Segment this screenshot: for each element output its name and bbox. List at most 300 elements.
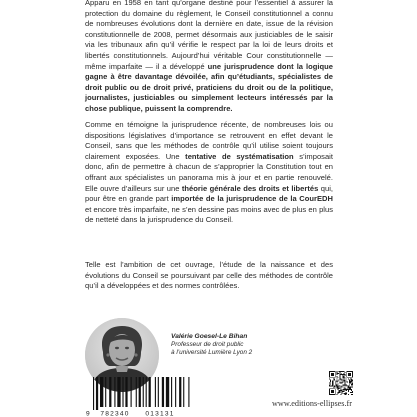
- qr-module: [330, 371, 331, 372]
- qr-module: [348, 377, 349, 378]
- qr-module: [346, 393, 347, 394]
- qr-module: [342, 380, 343, 381]
- qr-module: [335, 375, 336, 376]
- qr-module: [339, 390, 340, 391]
- qr-module: [352, 380, 353, 381]
- qr-module: [340, 392, 341, 393]
- qr-module: [329, 372, 330, 373]
- author-role: [171, 341, 252, 358]
- qr-module: [351, 371, 352, 372]
- qr-module: [338, 377, 339, 378]
- qr-module: [349, 384, 350, 385]
- qr-module: [334, 379, 335, 380]
- qr-module: [330, 383, 331, 384]
- qr-module: [334, 380, 335, 381]
- paragraph-2-bold-3: importée de la jurisprudence de la CourEDH: [171, 194, 333, 204]
- qr-module: [332, 385, 333, 386]
- qr-module: [336, 381, 337, 382]
- qr-module: [329, 390, 330, 391]
- qr-module: [342, 389, 343, 390]
- qr-module: [345, 389, 346, 390]
- qr-module: [333, 375, 334, 376]
- qr-module: [352, 381, 353, 382]
- barcode-bar: [131, 377, 132, 407]
- qr-module: [346, 373, 347, 374]
- qr-module: [341, 371, 342, 372]
- qr-module: [341, 391, 342, 392]
- qr-module: [346, 389, 347, 390]
- qr-module: [334, 394, 335, 395]
- qr-module: [341, 380, 342, 381]
- qr-module: [332, 388, 333, 389]
- barcode-bars: [93, 377, 191, 410]
- qr-module: [332, 383, 333, 384]
- barcode-bar: [188, 377, 189, 407]
- qr-module: [335, 394, 336, 395]
- qr-module: [349, 382, 350, 383]
- qr-module: [346, 377, 347, 378]
- publisher-website: www.editions-ellipses.fr: [272, 399, 352, 408]
- qr-module: [335, 392, 336, 393]
- qr-module: [333, 394, 334, 395]
- qr-module: [333, 392, 334, 393]
- qr-module: [340, 374, 341, 375]
- qr-module: [342, 375, 343, 376]
- qr-module: [341, 393, 342, 394]
- qr-module: [330, 377, 331, 378]
- paragraph-2-bold-2: théorie générale des droits et libertés: [181, 183, 319, 193]
- barcode-bar: [158, 377, 159, 407]
- qr-module: [329, 388, 330, 389]
- qr-module: [341, 392, 342, 393]
- qr-module: [345, 392, 346, 393]
- qr-module: [329, 394, 330, 395]
- qr-module: [351, 377, 352, 378]
- qr-module: [346, 384, 347, 385]
- qr-module: [335, 388, 336, 389]
- qr-module: [343, 373, 344, 374]
- qr-module: [342, 384, 343, 385]
- qr-module: [344, 384, 345, 385]
- qr-module: [337, 386, 338, 387]
- qr-module: [337, 382, 338, 383]
- qr-module: [343, 377, 344, 378]
- qr-module: [352, 384, 353, 385]
- qr-module: [338, 392, 339, 393]
- qr-module: [341, 383, 342, 384]
- qr-module: [338, 381, 339, 382]
- qr-module: [337, 374, 338, 375]
- qr-module: [332, 377, 333, 378]
- qr-module: [348, 394, 349, 395]
- qr-module: [333, 388, 334, 389]
- qr-module: [348, 389, 349, 390]
- qr-module: [337, 387, 338, 388]
- qr-module: [349, 371, 350, 372]
- qr-module: [339, 380, 340, 381]
- qr-module: [349, 389, 350, 390]
- qr-module: [352, 377, 353, 378]
- qr-module: [342, 371, 343, 372]
- qr-module: [351, 392, 352, 393]
- qr-module: [347, 382, 348, 383]
- qr-module: [346, 390, 347, 391]
- barcode-bar: [96, 377, 98, 410]
- qr-module: [335, 386, 336, 387]
- qr-module: [351, 381, 352, 382]
- qr-module: [335, 372, 336, 373]
- description-paragraph-3: [85, 260, 333, 292]
- qr-module: [332, 371, 333, 372]
- qr-module: [341, 385, 342, 386]
- qr-module: [340, 391, 341, 392]
- qr-module: [334, 386, 335, 387]
- barcode-bar: [166, 377, 169, 407]
- qr-module: [352, 373, 353, 374]
- qr-module: [338, 385, 339, 386]
- qr-module: [332, 391, 333, 392]
- qr-module: [331, 392, 332, 393]
- qr-module: [337, 379, 338, 380]
- qr-module: [345, 388, 346, 389]
- qr-module: [329, 375, 330, 376]
- barcode-bar: [114, 377, 115, 407]
- qr-module: [339, 373, 340, 374]
- qr-module: [333, 374, 334, 375]
- qr-module: [334, 388, 335, 389]
- qr-module: [329, 389, 330, 390]
- qr-module: [346, 371, 347, 372]
- qr-module: [339, 391, 340, 392]
- barcode-bar: [139, 377, 141, 407]
- barcode-bar: [162, 377, 164, 407]
- qr-module: [338, 386, 339, 387]
- barcode-bar: [93, 377, 94, 410]
- qr-module: [346, 374, 347, 375]
- qr-module: [330, 388, 331, 389]
- qr-module: [333, 379, 334, 380]
- qr-module: [333, 383, 334, 384]
- qr-module: [340, 376, 341, 377]
- paragraph-3-text: Telle est l’ambition de cet ouvrage, l’étude de la naissance et des évolutions du Conseil se poursuivant par celle des méthodes de contrôle qu’il a développées et des normes contrôlées.: [85, 260, 333, 291]
- qr-module: [346, 376, 347, 377]
- qr-module: [344, 383, 345, 384]
- qr-module: [345, 394, 346, 395]
- qr-module: [342, 382, 343, 383]
- qr-module: [332, 375, 333, 376]
- qr-module: [352, 386, 353, 387]
- qr-module: [329, 376, 330, 377]
- qr-module: [346, 382, 347, 383]
- qr-module: [342, 377, 343, 378]
- barcode-bar: [125, 377, 127, 407]
- barcode-bar: [155, 377, 156, 407]
- qr-module: [332, 374, 333, 375]
- qr-module: [341, 389, 342, 390]
- qr-module: [331, 394, 332, 395]
- qr-module: [352, 374, 353, 375]
- qr-module: [331, 375, 332, 376]
- qr-module: [335, 374, 336, 375]
- paragraph-2-text-3: qui, pour être en grande part: [85, 183, 334, 204]
- qr-module: [344, 383, 345, 384]
- barcode-bar: [143, 377, 144, 407]
- qr-module: [337, 381, 338, 382]
- qr-module: [350, 392, 351, 393]
- qr-module: [331, 377, 332, 378]
- qr-module: [349, 381, 350, 382]
- qr-module: [335, 377, 336, 378]
- qr-module: [348, 385, 349, 386]
- qr-module: [335, 389, 336, 390]
- qr-module: [352, 375, 353, 376]
- qr-module: [342, 378, 343, 379]
- qr-module: [330, 382, 331, 383]
- barcode-bar: [105, 377, 106, 407]
- qr-module: [352, 371, 353, 372]
- qr-module: [351, 386, 352, 387]
- qr-module: [343, 381, 344, 382]
- qr-module: [331, 374, 332, 375]
- qr-module: [340, 385, 341, 386]
- qr-module: [344, 380, 345, 381]
- barcode-digits-right: 013131: [145, 410, 175, 417]
- qr-module: [348, 379, 349, 380]
- qr-module: [329, 385, 330, 386]
- qr-module: [349, 388, 350, 389]
- qr-module: [341, 371, 342, 372]
- qr-module: [341, 373, 342, 374]
- qr-module: [336, 384, 337, 385]
- qr-module: [331, 390, 332, 391]
- qr-module: [332, 382, 333, 383]
- qr-module: [343, 378, 344, 379]
- qr-module: [343, 380, 344, 381]
- qr-module: [350, 389, 351, 390]
- qr-module: [330, 385, 331, 386]
- qr-module: [350, 377, 351, 378]
- qr-module: [343, 376, 344, 377]
- qr-module: [329, 391, 330, 392]
- isbn-barcode: [85, 377, 191, 417]
- qr-module: [332, 381, 333, 382]
- qr-module: [334, 377, 335, 378]
- qr-module: [337, 373, 338, 374]
- qr-module: [340, 379, 341, 380]
- qr-module: [341, 379, 342, 380]
- qr-module: [349, 387, 350, 388]
- qr-module: [351, 379, 352, 380]
- qr-module: [343, 393, 344, 394]
- qr-module: [337, 377, 338, 378]
- qr-module: [334, 371, 335, 372]
- qr-module: [348, 386, 349, 387]
- qr-module: [335, 391, 336, 392]
- qr-module: [350, 383, 351, 384]
- barcode-bar: [122, 377, 123, 407]
- qr-module: [333, 390, 334, 391]
- barcode-bar: [175, 377, 176, 407]
- barcode-bar: [136, 377, 137, 407]
- qr-module: [344, 375, 345, 376]
- qr-module: [340, 383, 341, 384]
- qr-module: [338, 387, 339, 388]
- paragraph-2-text-2: s’imposait donc, afin de permettre à chacun de s’approprier la Constitution tout en offrant aux spécialistes un panorama mis à jour et en partie renouvelé. Elle ouvre d’ailleurs sur une: [85, 151, 333, 193]
- qr-module: [344, 378, 345, 379]
- qr-module: [340, 390, 341, 391]
- qr-module: [341, 386, 342, 387]
- qr-module: [329, 377, 330, 378]
- qr-module: [335, 393, 336, 394]
- qr-module: [332, 373, 333, 374]
- qr-module: [339, 385, 340, 386]
- qr-module: [348, 390, 349, 391]
- qr-module: [340, 372, 341, 373]
- qr-module: [336, 383, 337, 384]
- qr-module: [344, 387, 345, 388]
- qr-module: [342, 374, 343, 375]
- qr-module: [340, 371, 341, 372]
- qr-module: [342, 391, 343, 392]
- qr-module: [341, 390, 342, 391]
- qr-module: [330, 381, 331, 382]
- qr-module: [337, 371, 338, 372]
- qr-module: [329, 393, 330, 394]
- qr-module: [349, 374, 350, 375]
- qr-module: [329, 379, 330, 380]
- qr-module: [351, 394, 352, 395]
- qr-module: [348, 374, 349, 375]
- qr-module: [339, 371, 340, 372]
- paragraph-2-text-1: Comme en témoigne la jurisprudence récente, de nombreuses lois ou dispositions législatives d’importance se retrouvent en effet devant le Conseil, sans que les méthodes de contrôle qu’il utilise soient toujours clairement exposées. Une: [85, 120, 333, 161]
- qr-module: [332, 394, 333, 395]
- qr-module: [351, 383, 352, 384]
- qr-module: [329, 384, 330, 385]
- qr-module: [349, 375, 350, 376]
- qr-module: [341, 390, 342, 391]
- qr-module: [329, 374, 330, 375]
- qr-module: [341, 374, 342, 375]
- qr-module: [337, 384, 338, 385]
- qr-module: [335, 382, 336, 383]
- qr-module: [349, 377, 350, 378]
- qr-module: [339, 392, 340, 393]
- qr-module: [347, 377, 348, 378]
- qr-module: [341, 380, 342, 381]
- qr-module: [343, 390, 344, 391]
- qr-module: [348, 375, 349, 376]
- qr-module: [341, 394, 342, 395]
- qr-module: [347, 389, 348, 390]
- qr-module: [344, 393, 345, 394]
- qr-module: [352, 376, 353, 377]
- qr-module: [350, 374, 351, 375]
- qr-module: [343, 389, 344, 390]
- qr-module: [343, 374, 344, 375]
- qr-module: [350, 379, 351, 380]
- qr-module: [338, 373, 339, 374]
- qr-module: [338, 393, 339, 394]
- qr-module: [329, 373, 330, 374]
- qr-module: [338, 383, 339, 384]
- qr-module: [333, 386, 334, 387]
- qr-module: [331, 371, 332, 372]
- description-paragraph-1: [85, 0, 333, 115]
- qr-module: [339, 388, 340, 389]
- qr-module: [350, 381, 351, 382]
- qr-module: [351, 382, 352, 383]
- paragraph-2-text-4: et encore très imparfaite, ne s’en dessine pas moins avec de plus en plus de netteté dans la jurisprudence du Conseil.: [85, 204, 333, 225]
- qr-module: [350, 382, 351, 383]
- qr-module: [344, 381, 345, 382]
- qr-module: [346, 372, 347, 373]
- barcode-digit-1: 9: [86, 410, 90, 417]
- qr-module: [330, 380, 331, 381]
- qr-module: [336, 385, 337, 386]
- qr-module: [341, 374, 342, 375]
- qr-module: [338, 389, 339, 390]
- qr-module: [339, 387, 340, 388]
- qr-module: [350, 387, 351, 388]
- author-role-line-1: Professeur de droit public: [171, 341, 244, 348]
- barcode-bar: [179, 377, 181, 407]
- qr-module: [340, 377, 341, 378]
- description-paragraph-2: [85, 120, 333, 226]
- qr-module: [347, 385, 348, 386]
- qr-module: [348, 391, 349, 392]
- qr-module: [346, 379, 347, 380]
- qr-module: [341, 383, 342, 384]
- qr-module: [337, 385, 338, 386]
- barcode-bar: [146, 377, 147, 407]
- qr-module: [343, 384, 344, 385]
- qr-module: [333, 384, 334, 385]
- qr-module: [332, 392, 333, 393]
- qr-module: [332, 384, 333, 385]
- qr-module: [340, 378, 341, 379]
- qr-module: [335, 390, 336, 391]
- qr-module: [340, 375, 341, 376]
- qr-module: [350, 386, 351, 387]
- qr-module: [352, 392, 353, 393]
- qr-module: [351, 390, 352, 391]
- qr-module: [331, 385, 332, 386]
- qr-module: [344, 374, 345, 375]
- qr-module: [345, 390, 346, 391]
- barcode-bar: [171, 377, 172, 407]
- qr-module: [334, 385, 335, 386]
- qr-module: [341, 388, 342, 389]
- paragraph-1-bold-text: une jurisprudence dont la logique gagne à être davantage dévoilée, afin qu’étudiants, spécialistes de droit public ou de droit privé, praticiens du droit ou de la politique, journalistes, justiciables ou simplement lecteurs intéressés par la chose publique, puissent la comprendre.: [85, 61, 333, 113]
- qr-module: [348, 387, 349, 388]
- qr-module: [345, 384, 346, 385]
- qr-module: [343, 387, 344, 388]
- qr-module: [352, 383, 353, 384]
- qr-module: [331, 373, 332, 374]
- qr-module: [340, 387, 341, 388]
- qr-module: [333, 373, 334, 374]
- qr-module: [335, 371, 336, 372]
- barcode-digits-left: 782340: [100, 410, 130, 417]
- qr-module: [335, 376, 336, 377]
- barcode-bar: [100, 377, 103, 407]
- qr-module: [333, 381, 334, 382]
- qr-code: [329, 371, 353, 395]
- author-role-line-2: à l’université Lumière Lyon 2: [171, 349, 253, 357]
- barcode-bar: [117, 377, 120, 407]
- qr-module: [338, 388, 339, 389]
- qr-module: [333, 371, 334, 372]
